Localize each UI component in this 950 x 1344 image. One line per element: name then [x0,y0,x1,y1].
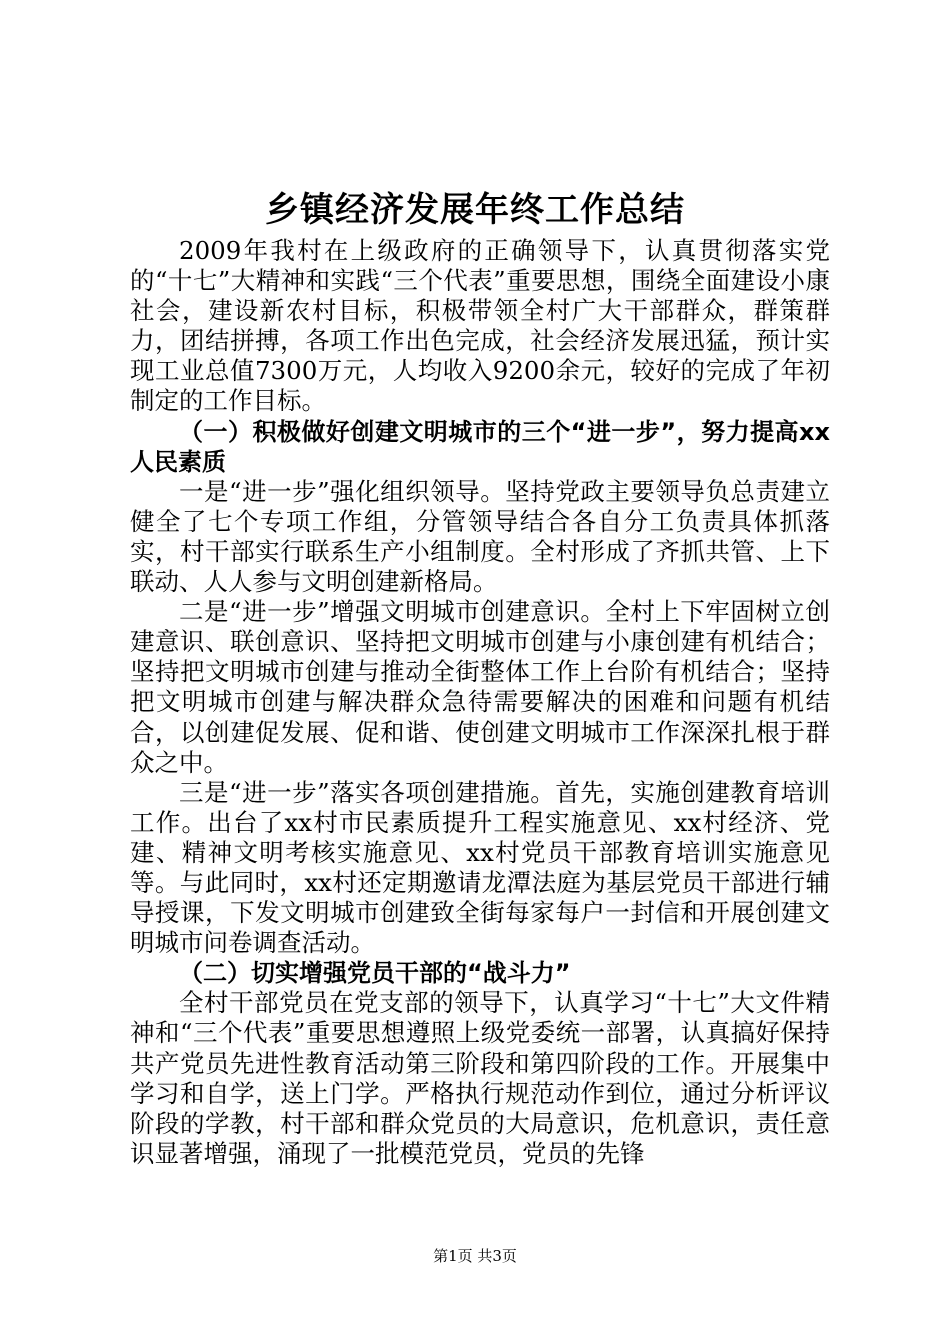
section-heading-2: （二）切实增强党员干部的“战斗力” [179,959,571,988]
body-paragraph: 全村干部党员在党支部的领导下，认真学习“十七”大文件精神和“三个代表”重要思想遵照上级党委统一部署，认真搞好保持共产党员先进性教育活动第三阶段和第四阶段的工作。开展集中学习和自学，送上门学。严格执行规范动作到位，通过分析评议阶段的学教，村干部和群众党员的大局意识，危机意识，责任意识显著增强，涌现了一批模范党员，党员的先锋 [130,988,830,1168]
intro-paragraph: 2009年我村在上级政府的正确领导下，认真贯彻落实党的“十七”大精神和实践“三个代表”重要思想，围绕全面建设小康社会，建设新农村目标，积极带领全村广大干部群众，群策群力，团结拼搏，各项工作出色完成，社会经济发展迅猛，预计实现工业总值7300万元，人均收入9200余元，较好的完成了年初制定的工作目标。 [130,236,830,416]
body-paragraph: 一是“进一步”强化组织领导。坚持党政主要领导负总责建立健全了七个专项工作组，分管领导结合各自分工负责具体抓落实，村干部实行联系生产小组制度。全村形成了齐抓共管、上下联动、人人参与文明创建新格局。 [130,476,830,597]
document-body [130,236,830,1169]
document-title: 乡镇经济发展年终工作总结 [265,190,685,230]
body-paragraph: 二是“进一步”增强文明城市创建意识。全村上下牢固树立创建意识、联创意识、坚持把文明城市创建与小康创建有机结合；坚持把文明城市创建与推动全街整体工作上台阶有机结合；坚持把文明城市创建与解决群众急待需要解决的困难和问题有机结合，以创建促发展、促和谐、使创建文明城市工作深深扎根于群众之中。 [130,597,830,777]
section-heading-1: （一）积极做好创建文明城市的三个“进一步”，努力提高xx人民素质 [130,417,830,476]
body-paragraph: 三是“进一步”落实各项创建措施。首先，实施创建教育培训工作。出台了xx村市民素质提升工程实施意见、xx村经济、党建、精神文明考核实施意见、xx村党员干部教育培训实施意见等。与此同时，xx村还定期邀请龙潭法庭为基层党员干部进行辅导授课，下发文明城市创建致全街每家每户一封信和开展创建文明城市问卷调查活动。 [130,777,830,958]
page-number-footer: 第1页 共3页 [433,1247,517,1265]
